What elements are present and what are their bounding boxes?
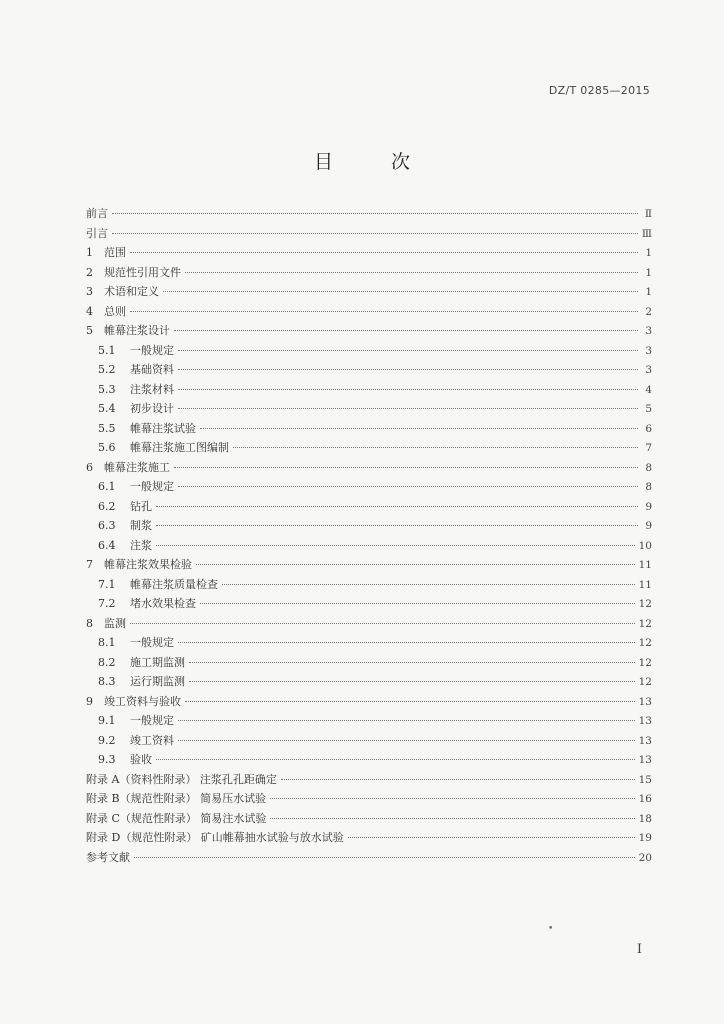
toc-leader-dots bbox=[200, 427, 638, 429]
toc-entry-number: 5.3 bbox=[98, 382, 116, 396]
toc-leader-dots bbox=[163, 290, 638, 292]
toc-entry-title: 监测 bbox=[104, 616, 126, 630]
toc-entry[interactable] bbox=[86, 400, 652, 420]
toc-entry[interactable] bbox=[86, 459, 652, 479]
toc-entry[interactable] bbox=[86, 303, 652, 323]
toc-entry-page: 1 bbox=[645, 247, 652, 259]
toc-leader-dots bbox=[178, 719, 635, 721]
toc-leader-dots bbox=[189, 661, 635, 663]
toc-entry-number: 5.4 bbox=[98, 402, 116, 415]
toc-entry-number: 5.1 bbox=[98, 343, 116, 357]
toc-entry-title: 运行期监测 bbox=[130, 675, 185, 688]
toc-entry[interactable] bbox=[86, 751, 652, 771]
toc-leader-dots bbox=[178, 349, 638, 351]
toc-entry-page: 13 bbox=[638, 734, 652, 747]
toc-entry-page: 12 bbox=[638, 598, 652, 610]
toc-entry-title: 帷幕注浆施工图编制 bbox=[130, 441, 229, 454]
toc-entry-page: 6 bbox=[645, 422, 652, 435]
toc-entry-page: 15 bbox=[638, 773, 652, 786]
toc-entry-number: 5 bbox=[86, 324, 93, 337]
toc-entry[interactable] bbox=[86, 693, 652, 713]
toc-entry-number: 6.4 bbox=[98, 538, 116, 552]
toc-entry-page: 16 bbox=[638, 793, 652, 805]
toc-entry-number: 9 bbox=[86, 694, 93, 708]
toc-leader-dots bbox=[178, 368, 638, 370]
toc-entry[interactable] bbox=[86, 790, 652, 810]
toc-entry-title: 施工期监测 bbox=[130, 655, 185, 669]
toc-leader-dots bbox=[270, 817, 634, 819]
toc-entry-number: 7.1 bbox=[98, 577, 116, 591]
toc-entry-page: 11 bbox=[638, 578, 652, 591]
toc-entry-title: 总则 bbox=[104, 304, 126, 318]
toc-entry-number: 6.3 bbox=[98, 519, 116, 532]
toc-leader-dots bbox=[178, 641, 635, 643]
toc-entry-page: Ⅱ bbox=[644, 208, 652, 220]
toc-entry[interactable] bbox=[86, 654, 652, 674]
toc-entry-number: 4 bbox=[86, 304, 93, 318]
toc-entry[interactable] bbox=[86, 517, 652, 537]
toc-entry-title: 注浆材料 bbox=[130, 382, 174, 396]
toc-leader-dots bbox=[178, 485, 638, 487]
toc-entry-title: 帷幕注浆效果检验 bbox=[104, 558, 192, 571]
toc-entry-page: 3 bbox=[645, 344, 652, 357]
toc-entry[interactable] bbox=[86, 420, 652, 440]
toc-entry-number: 1 bbox=[86, 246, 93, 259]
toc-entry[interactable] bbox=[86, 576, 652, 596]
toc-entry-number: 9.3 bbox=[98, 753, 116, 766]
toc-entry-page: 4 bbox=[645, 383, 652, 396]
toc-entry-title: 竣工资料 bbox=[130, 733, 174, 747]
toc-entry-title: 规范性引用文件 bbox=[104, 265, 181, 279]
toc-entry[interactable] bbox=[86, 283, 652, 303]
toc-entry[interactable] bbox=[86, 810, 652, 830]
toc-entry-title: 一般规定 bbox=[130, 636, 174, 649]
toc-entry-title: 验收 bbox=[130, 753, 152, 766]
toc-entry-title: 附录 D（规范性附录） 矿山帷幕抽水试验与放水试验 bbox=[86, 831, 344, 844]
toc-entry-page: 9 bbox=[645, 520, 652, 532]
toc-entry-page: 13 bbox=[638, 695, 652, 708]
toc-entry-page: 20 bbox=[638, 851, 652, 864]
toc-entry-number: 9.1 bbox=[98, 714, 116, 727]
toc-leader-dots bbox=[156, 544, 635, 546]
toc-entry-page: 10 bbox=[638, 539, 652, 552]
toc-entry-number: 8 bbox=[86, 616, 93, 630]
toc-entry-number: 6 bbox=[86, 460, 93, 474]
toc-leader-dots bbox=[156, 758, 635, 760]
toc-entry-title: 附录 A（资料性附录） 注浆孔孔距确定 bbox=[86, 772, 277, 786]
toc-leader-dots bbox=[270, 797, 635, 799]
toc-entry-page: Ⅲ bbox=[641, 227, 652, 240]
toc-entry-title: 附录 B（规范性附录） 简易压水试验 bbox=[86, 792, 267, 805]
toc-entry-number: 6.2 bbox=[98, 499, 116, 513]
toc-entry-number: 5.5 bbox=[98, 421, 116, 435]
toc-entry-title: 制浆 bbox=[130, 519, 152, 532]
toc-entry-page: 2 bbox=[645, 305, 652, 318]
toc-entry-title: 初步设计 bbox=[130, 402, 174, 415]
toc-leader-dots bbox=[196, 563, 635, 565]
toc-leader-dots bbox=[200, 602, 635, 604]
toc-entry[interactable] bbox=[86, 732, 652, 752]
toc-leader-dots bbox=[178, 739, 635, 741]
toc-entry-title: 附录 C（规范性附录） 简易注水试验 bbox=[86, 811, 267, 825]
toc-entry[interactable] bbox=[86, 537, 652, 557]
toc-entry[interactable] bbox=[86, 264, 652, 284]
toc-entry-number: 8.1 bbox=[98, 636, 116, 649]
toc-entry[interactable] bbox=[86, 673, 652, 693]
toc-entry-number: 9.2 bbox=[98, 733, 116, 747]
toc-entry[interactable] bbox=[86, 615, 652, 635]
toc-entry-page: 1 bbox=[645, 266, 652, 279]
toc-leader-dots bbox=[156, 524, 638, 526]
toc-entry-number: 7.2 bbox=[98, 597, 116, 610]
toc-entry-title: 钻孔 bbox=[130, 499, 152, 513]
toc-entry-page: 8 bbox=[645, 481, 652, 493]
toc-entry-title: 一般规定 bbox=[130, 480, 174, 493]
toc-leader-dots bbox=[281, 778, 635, 780]
toc-entry[interactable] bbox=[86, 712, 652, 732]
page-number: I bbox=[636, 942, 642, 957]
toc-leader-dots bbox=[134, 856, 635, 858]
toc-entry[interactable] bbox=[86, 225, 652, 245]
toc-entry-page: 13 bbox=[638, 754, 652, 766]
toc-entry-page: 12 bbox=[638, 656, 652, 669]
toc-entry[interactable] bbox=[86, 556, 652, 576]
toc-entry-page: 12 bbox=[638, 617, 652, 630]
toc-entry-page: 18 bbox=[638, 812, 652, 825]
toc-entry-number: 7 bbox=[86, 558, 93, 571]
toc-entry[interactable] bbox=[86, 361, 652, 381]
toc-leader-dots bbox=[130, 622, 635, 624]
toc-entry-title: 范围 bbox=[104, 246, 126, 259]
toc-entry[interactable] bbox=[86, 205, 652, 225]
toc-entry-page: 11 bbox=[638, 559, 652, 571]
toc-leader-dots bbox=[130, 310, 638, 312]
toc-entry-page: 12 bbox=[638, 676, 652, 688]
toc-entry[interactable] bbox=[86, 595, 652, 615]
toc-entry-number: 5.2 bbox=[98, 363, 116, 376]
toc-entry-title: 帷幕注浆试验 bbox=[130, 421, 196, 435]
toc-leader-dots bbox=[112, 212, 638, 214]
toc-entry-title: 帷幕注浆施工 bbox=[104, 460, 170, 474]
toc-entry[interactable] bbox=[86, 478, 652, 498]
toc-entry[interactable] bbox=[86, 381, 652, 401]
toc-leader-dots bbox=[233, 446, 638, 448]
toc-entry-number: 6.1 bbox=[98, 480, 116, 493]
toc-entry-title: 引言 bbox=[86, 226, 108, 240]
toc-entry[interactable] bbox=[86, 322, 652, 342]
toc-entry-title: 一般规定 bbox=[130, 343, 174, 357]
toc-entry-page: 3 bbox=[645, 325, 652, 337]
toc-entry-page: 5 bbox=[645, 403, 652, 415]
toc-leader-dots bbox=[222, 583, 635, 585]
toc-entry-title: 堵水效果检查 bbox=[130, 597, 196, 610]
toc-entry[interactable] bbox=[86, 849, 652, 869]
toc-leader-dots bbox=[185, 271, 638, 273]
toc-entry-page: 19 bbox=[638, 832, 652, 844]
toc-entry-page: 12 bbox=[638, 637, 652, 649]
toc-leader-dots bbox=[185, 700, 635, 702]
toc-leader-dots bbox=[156, 505, 638, 507]
table-of-contents bbox=[86, 205, 652, 868]
toc-leader-dots bbox=[174, 329, 638, 331]
toc-entry[interactable] bbox=[86, 829, 652, 849]
toc-title: 目 次 bbox=[313, 151, 437, 173]
toc-entry[interactable] bbox=[86, 771, 652, 791]
toc-entry-page: 7 bbox=[645, 442, 652, 454]
toc-entry[interactable] bbox=[86, 244, 652, 264]
toc-entry-number: 3 bbox=[86, 285, 93, 298]
toc-entry-title: 术语和定义 bbox=[104, 285, 159, 298]
toc-leader-dots bbox=[174, 466, 638, 468]
toc-entry-title: 竣工资料与验收 bbox=[104, 694, 181, 708]
toc-entry[interactable] bbox=[86, 498, 652, 518]
toc-entry-page: 13 bbox=[638, 715, 652, 727]
toc-entry-title: 帷幕注浆质量检查 bbox=[130, 577, 218, 591]
toc-entry-page: 1 bbox=[645, 286, 652, 298]
toc-entry-number: 5.6 bbox=[98, 441, 116, 454]
toc-entry-title: 帷幕注浆设计 bbox=[104, 324, 170, 337]
toc-leader-dots bbox=[112, 232, 638, 234]
toc-entry[interactable] bbox=[86, 634, 652, 654]
toc-entry-title: 一般规定 bbox=[130, 714, 174, 727]
toc-entry-number: 8.3 bbox=[98, 675, 116, 688]
toc-entry[interactable] bbox=[86, 439, 652, 459]
toc-leader-dots bbox=[130, 251, 638, 253]
toc-entry-page: 8 bbox=[645, 461, 652, 474]
toc-entry-title: 前言 bbox=[86, 207, 108, 220]
toc-leader-dots bbox=[189, 680, 635, 682]
toc-entry-page: 9 bbox=[645, 500, 652, 513]
toc-entry-page: 3 bbox=[645, 364, 652, 376]
toc-leader-dots bbox=[178, 388, 638, 390]
toc-leader-dots bbox=[178, 407, 638, 409]
standard-code: DZ/T 0285—2015 bbox=[548, 84, 650, 97]
toc-entry[interactable] bbox=[86, 342, 652, 362]
scan-mark: • bbox=[548, 924, 554, 934]
toc-entry-number: 8.2 bbox=[98, 655, 116, 669]
toc-entry-title: 参考文献 bbox=[86, 850, 130, 864]
toc-leader-dots bbox=[348, 836, 635, 838]
toc-entry-title: 注浆 bbox=[130, 538, 152, 552]
toc-entry-number: 2 bbox=[86, 265, 93, 279]
toc-entry-title: 基础资料 bbox=[130, 363, 174, 376]
